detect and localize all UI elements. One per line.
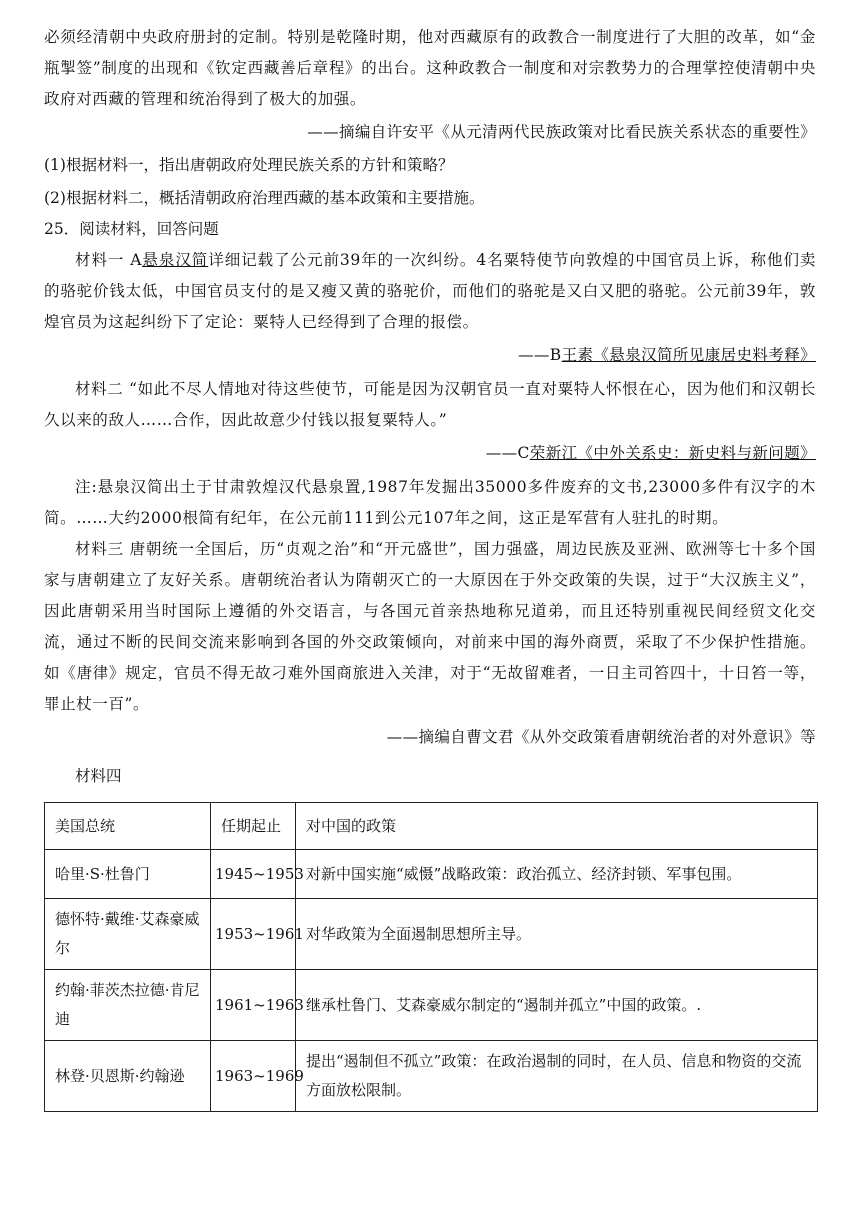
material-1-source-title: 王素《悬泉汉简所见康居史料考释》 xyxy=(561,346,816,364)
material-3-source: ——摘编自曹文君《从外交政策看唐朝统治者的对外意识》等 xyxy=(386,728,816,746)
policy-cell: 对华政策为全面遏制思想所主导。 xyxy=(296,899,818,970)
term-cell: 1945~1953 xyxy=(211,850,296,899)
table-header-term: 任期起止 xyxy=(211,803,296,850)
term-cell: 1963~1969 xyxy=(211,1041,296,1112)
table-row xyxy=(45,850,818,899)
material-1-term: 悬泉汉简 xyxy=(142,251,209,269)
term-cell: 1953~1961 xyxy=(211,899,296,970)
material-paragraph: 必须经清朝中央政府册封的定制。特别是乾隆时期，他对西藏原有的政教合一制度进行了大胆的改革，如“金瓶掣签”制度的出现和《钦定西藏善后章程》的出台。这种政教合一制度和对宗教势力的合理掌控使清朝中央政府对西藏的管理和统治得到了极大的加强。 xyxy=(44,28,816,108)
material-1-text: 详细记载了公元前39年的一次纠纷。4名粟特使节向敦煌的中国官员上诉，称他们卖的骆驼价钱太低，中国官员支付的是又瘦又黄的骆驼价，而他们的骆驼是又白又肥的骆驼。公元前39年，敦煌官员为这起纠纷下了定论：粟特人已经得到了合理的报偿。 xyxy=(44,251,816,331)
material-1-source-prefix: ——B xyxy=(518,346,562,364)
policy-cell: 对新中国实施“威慑”战略政策：政治孤立、经济封锁、军事包围。 xyxy=(296,850,818,899)
table-header-president: 美国总统 xyxy=(45,803,211,850)
material-2-source-title: 荣新江《中外关系史：新史料与新问题》 xyxy=(529,444,816,462)
material-1-prefix: 材料一 A xyxy=(75,251,143,269)
question-2: (2)根据材料二，概括清朝政府治理西藏的基本政策和主要措施。 xyxy=(44,189,485,207)
term-cell: 1961~1963 xyxy=(211,970,296,1041)
material-4-label: 材料四 xyxy=(75,767,122,785)
table-row xyxy=(45,1041,818,1112)
table-header-policy: 对中国的政策 xyxy=(296,803,818,850)
table-header-row xyxy=(45,803,818,850)
material-3: 材料三 唐朝统一全国后，历“贞观之治”和“开元盛世”，国力强盛，周边民族及亚洲、欧洲等七十多个国家与唐朝建立了友好关系。唐朝统治者认为隋朝灭亡的一大原因在于外交政策的失误，过于“大汉族主义”，因此唐朝采用当时国际上遵循的外交语言，与各国元首亲热地称兄道弟，而且还特别重视民间经贸文化交流，通过不断的民间交流来影响到各国的外交政策倾向，对前来中国的海外商贾，采取了不少保护性措施。如《唐律》规定，官员不得无故刁难外国商旅进入关津，对于“无故留难者，一日主司笞四十，十日笞一等，罪止杖一百”。 xyxy=(44,540,816,713)
material-2: 材料二 “如此不尽人情地对待这些使节，可能是因为汉朝官员一直对粟特人怀恨在心，因为他们和汉朝长久以来的敌人……合作，因此故意少付钱以报复粟特人。” xyxy=(44,380,816,429)
question-25-heading: 25．阅读材料，回答问题 xyxy=(44,220,219,238)
material-source: ——摘编自许安平《从元清两代民族政策对比看民族关系状态的重要性》 xyxy=(307,123,816,141)
material-2-source xyxy=(44,438,816,469)
presidents-table xyxy=(44,802,818,1112)
material-1 xyxy=(44,245,816,338)
exam-page xyxy=(44,22,816,1112)
policy-cell: 提出“遏制但不孤立”政策：在政治遏制的同时，在人员、信息和物资的交流方面放松限制。 xyxy=(296,1041,818,1112)
president-cell: 德怀特·戴维·艾森豪威尔 xyxy=(45,899,211,970)
president-cell: 约翰·菲茨杰拉德·肯尼迪 xyxy=(45,970,211,1041)
table-row xyxy=(45,970,818,1041)
material-1-source xyxy=(44,340,816,371)
president-cell: 林登·贝恩斯·约翰逊 xyxy=(45,1041,211,1112)
president-cell: 哈里·S·杜鲁门 xyxy=(45,850,211,899)
policy-cell: 继承杜鲁门、艾森豪威尔制定的“遏制并孤立”中国的政策。. xyxy=(296,970,818,1041)
table-row xyxy=(45,899,818,970)
material-2-source-prefix: ——C xyxy=(485,444,530,462)
question-1: (1)根据材料一，指出唐朝政府处理民族关系的方针和策略？ xyxy=(44,156,454,174)
material-note: 注:悬泉汉简出土于甘肃敦煌汉代悬泉置,1987年发掘出35000多件废弃的文书,23000多件有汉字的木简。……大约2000根简有纪年，在公元前111到公元107年之间，这正是军营有人驻扎的时期。 xyxy=(44,478,816,527)
